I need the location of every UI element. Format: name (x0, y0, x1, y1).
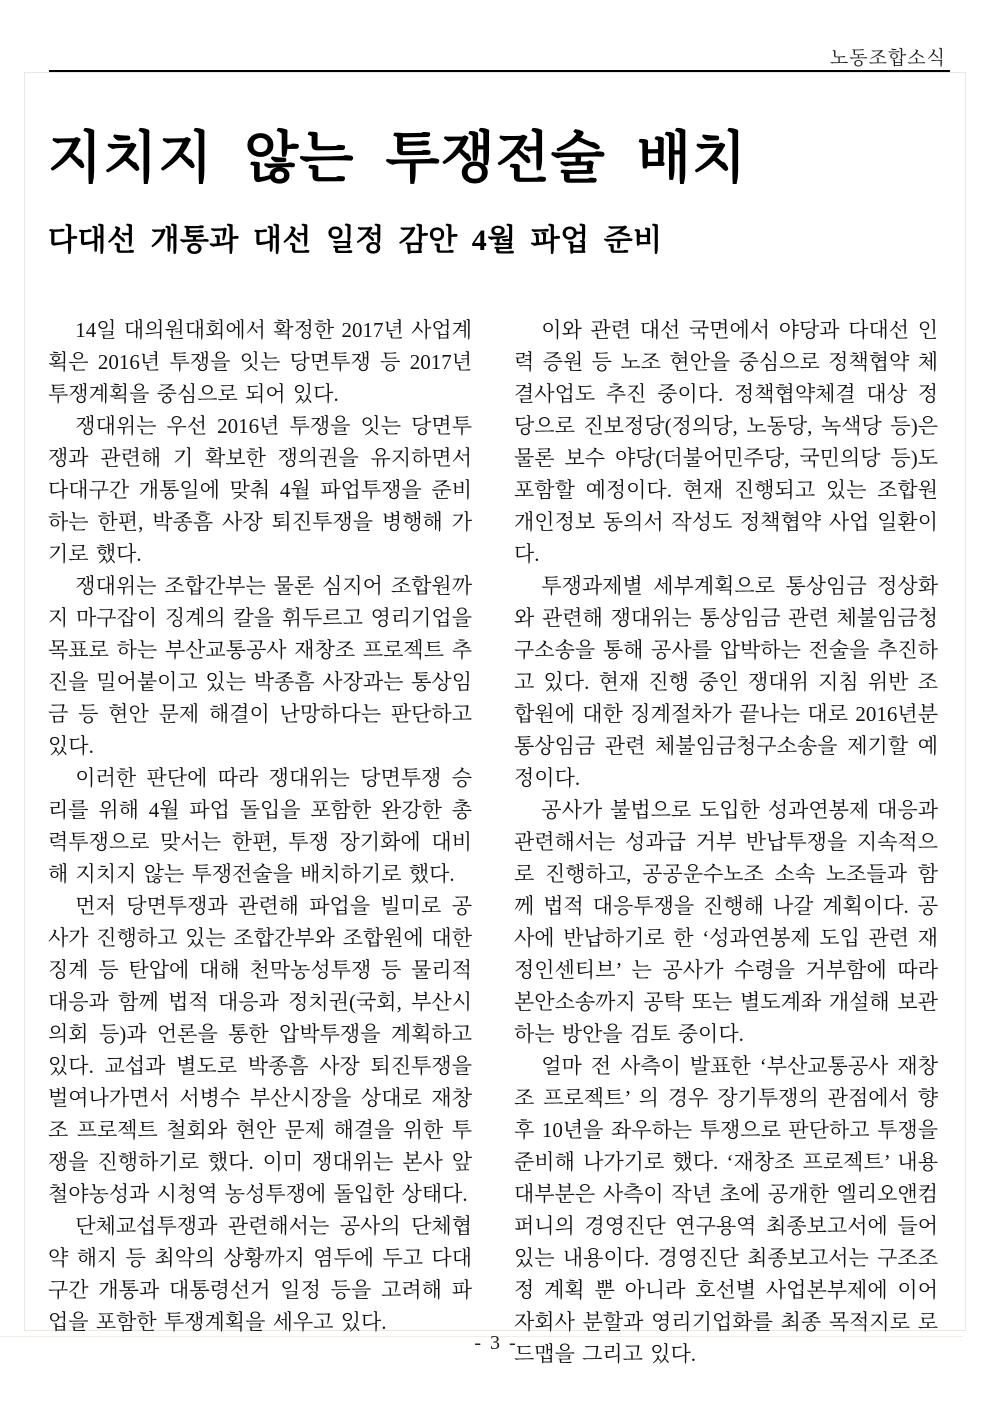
article-title: 지치지 않는 투쟁전술 배치 (48, 127, 748, 190)
body-column-right (514, 314, 938, 1370)
paragraph: 단체교섭투쟁과 관련해서는 공사의 단체협약 해지 등 최악의 상황까지 염두에 두고 다대구간 개통과 대통령선거 일정 등을 고려해 파업을 포함한 투쟁계획을 세우고 있다. (48, 1214, 472, 1334)
paragraph: 투쟁과제별 세부계획으로 통상임금 정상화와 관련해 쟁대위는 통상임금 관련 체불임금청구소송을 통해 공사를 압박하는 전술을 추진하고 있다. 현재 진행 중인 쟁대위 지침 위반 조합원에 대한 징계절차가 끝나는 대로 2016년분 통상임금 관련 체불임금청구소송을 제기할 예정이다. (514, 574, 938, 790)
section-label: 노동조합소식 (829, 48, 946, 69)
paragraph: 쟁대위는 조합간부는 물론 심지어 조합원까지 마구잡이 징계의 칼을 휘두르고 영리기업을 목표로 하는 부산교통공사 재창조 프로젝트 추진을 밀어붙이고 있는 박종흠 사장과는 통상임금 등 현안 문제 해결이 난망하다는 판단하고 있다. (48, 574, 472, 758)
paragraph: 공사가 불법으로 도입한 성과연봉제 대응과 관련해서는 성과급 거부 반납투쟁을 지속적으로 진행하고, 공공운수노조 소속 노조들과 함께 법적 대응투쟁을 진행해 나갈 계획이다. 공사에 반납하기로 한 ‘성과연봉제 도입 관련 재정인센티브’ 는 공사가 수령을 거부함에 따라 본안소송까지 공탁 또는 별도계좌 개설해 보관하는 방안을 검토 중이다. (514, 798, 938, 1046)
body-column-left (48, 314, 472, 1370)
paragraph: 먼저 당면투쟁과 관련해 파업을 빌미로 공사가 진행하고 있는 조합간부와 조합원에 대한 징계 등 탄압에 대해 천막농성투쟁 등 물리적 대응과 함께 법적 대응과 정치권(국회, 부산시의회 등)과 언론을 통한 압박투쟁을 계획하고 있다. 교섭과 별도로 박종흠 사장 퇴진투쟁을 벌여나가면서 서병수 부산시장을 상대로 재창조 프로젝트 철회와 현안 문제 해결을 위한 투쟁을 진행하기로 했다. 이미 쟁대위는 본사 앞 철야농성과 시청역 농성투쟁에 돌입한 상태다. (48, 894, 472, 1206)
paragraph: 이와 관련 대선 국면에서 야당과 다대선 인력 증원 등 노조 현안을 중심으로 정책협약 체결사업도 추진 중이다. 정책협약체결 대상 정당으로 진보정당(정의당, 노동당, 녹색당 등)은 물론 보수 야당(더불어민주당, 국민의당 등)도 포함할 예정이다. 현재 진행되고 있는 조합원 개인정보 동의서 작성도 정책협약 사업 일환이다. (514, 318, 938, 566)
paragraph: 14일 대의원대회에서 확정한 2017년 사업계획은 2016년 투쟁을 잇는 당면투쟁 등 2017년 투쟁계획을 중심으로 되어 있다. (48, 318, 472, 406)
article-subtitle: 다대선 개통과 대선 일정 감안 4월 파업 준비 (48, 223, 663, 257)
article-body (48, 314, 938, 1370)
paragraph: 쟁대위는 우선 2016년 투쟁을 잇는 당면투쟁과 관련해 기 확보한 쟁의권을 유지하면서 다대구간 개통일에 맞춰 4월 파업투쟁을 준비하는 한편, 박종흠 사장 퇴진투쟁을 병행해 가기로 했다. (48, 414, 472, 566)
page-number: - 3 - (474, 1332, 518, 1354)
paragraph: 이러한 판단에 따라 쟁대위는 당면투쟁 승리를 위해 4월 파업 돌입을 포함한 완강한 총력투쟁으로 맞서는 한편, 투쟁 장기화에 대비해 지치지 않는 투쟁전술을 배치하기로 했다. (48, 766, 472, 886)
paragraph: 얼마 전 사측이 발표한 ‘부산교통공사 재창조 프로젝트’ 의 경우 장기투쟁의 관점에서 향후 10년을 좌우하는 투쟁으로 판단하고 투쟁을 준비해 나가기로 했다. ‘재창조 프로젝트’ 내용 대부분은 사측이 작년 초에 공개한 엘리오앤컴퍼니의 경영진단 연구용역 최종보고서에 들어 있는 내용이다. 경영진단 최종보고서는 구조조정 계획 뿐 아니라 호선별 사업본부제에 이어 자회사 분할과 영리기업화를 최종 목적지로 로드맵을 그리고 있다. (514, 1054, 938, 1366)
